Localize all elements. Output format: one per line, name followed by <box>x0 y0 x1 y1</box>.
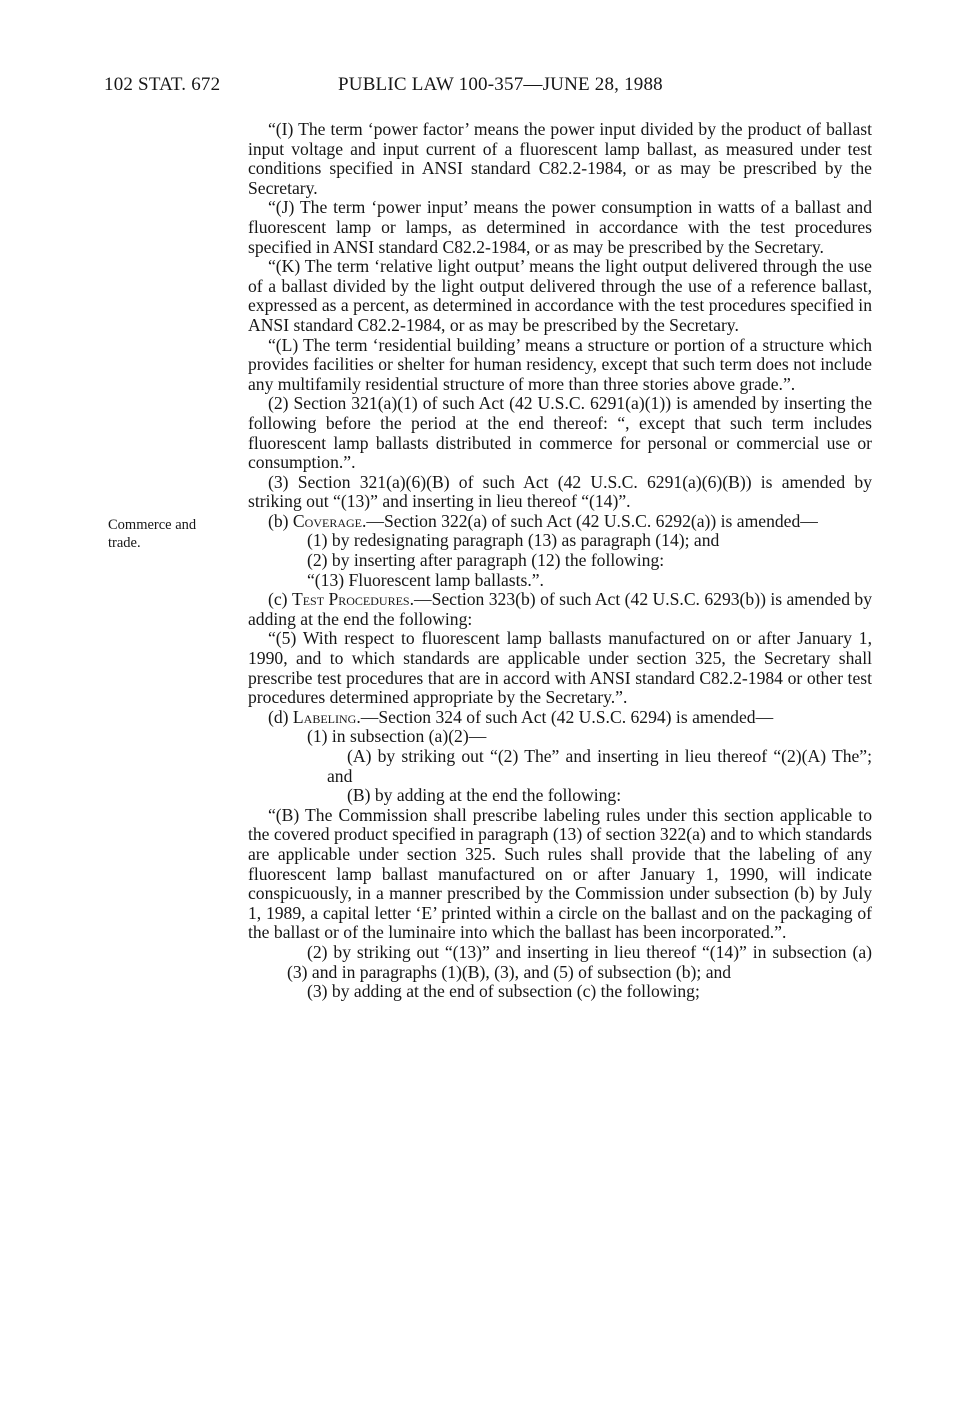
subsection-heading: Labeling. <box>292 706 361 727</box>
paragraph: (A) by striking out “(2) The” and inserting in lieu thereof “(2)(A) The”; and <box>327 746 872 786</box>
subsection-text: —Section 323(b) of such Act (42 U.S.C. 6293(b)) is amended by adding at the end the following: <box>248 589 872 629</box>
paragraph: (3) Section 321(a)(6)(B) of such Act (42 U.S.C. 6291(a)(6)(B)) is amended by striking out “(13)” and inserting in lieu thereof “(14)”. <box>248 471 872 512</box>
subsection-label: (c) <box>268 589 288 610</box>
subsection-label: (b) <box>268 510 289 531</box>
paragraph: (1) by redesignating paragraph (13) as paragraph (14); and <box>307 530 720 551</box>
body-text <box>248 120 872 1002</box>
subsection-label: (d) <box>268 706 289 727</box>
paragraph: (2) by striking out “(13)” and inserting in lieu thereof “(14)” in subsection (a)(3) and in paragraphs (1)(B), (3), and (5) of subsection (b); and <box>287 941 872 982</box>
paragraph: (2) Section 321(a)(1) of such Act (42 U.S.C. 6291(a)(1)) is amended by inserting the following before the period at the end thereof: “, except that such term includes fluorescent lamp ballasts distributed in commerce for personal or commercial use or consumption.”. <box>248 393 872 473</box>
running-title: PUBLIC LAW 100-357—JUNE 28, 1988 <box>338 74 663 95</box>
subsection-text: —Section 324 of such Act (42 U.S.C. 6294) is amended— <box>360 706 774 727</box>
page-number: 102 STAT. 672 <box>104 74 221 95</box>
margin-note-line: Commerce and <box>108 517 197 533</box>
page-header <box>0 74 958 100</box>
paragraph: “(K) The term ‘relative light output’ means the light output delivered through the use of a ballast divided by the light output delivered through the use of a reference ballast, expressed as a percent, as determined in accordance with the test procedures specified in ANSI standard C82.2-1984, or as may be prescribed by the Secretary. <box>248 256 872 335</box>
margin-note <box>108 516 226 552</box>
subsection-test-procedures <box>248 590 872 629</box>
subsection-text: —Section 322(a) of such Act (42 U.S.C. 6292(a)) is amended— <box>366 510 818 531</box>
subsection-labeling <box>248 708 872 728</box>
paragraph: (2) by inserting after paragraph (12) the following: <box>307 550 665 571</box>
paragraph: (B) by adding at the end the following: <box>347 785 622 806</box>
paragraph: “(I) The term ‘power factor’ means the power input divided by the product of ballast input voltage and input current of a fluorescent lamp ballast, as measured under test conditions specified in ANSI standard C82.2-1984, or as may be prescribed by the Secretary. <box>248 119 872 198</box>
subsection-heading: Test Procedures. <box>291 589 414 610</box>
paragraph: “(13) Fluorescent lamp ballasts.”. <box>307 569 544 590</box>
subsection-coverage <box>248 512 872 532</box>
subsection-heading: Coverage. <box>292 510 367 531</box>
paragraph: (3) by adding at the end of subsection (c) the following; <box>307 981 700 1002</box>
paragraph: “(L) The term ‘residential building’ means a structure or portion of a structure which provides facilities or shelter for human residency, except that such term does not include any multifamily residential structure of more than three stories above grade.”. <box>248 334 872 394</box>
paragraph: (1) in subsection (a)(2)— <box>307 726 487 747</box>
paragraph: “(J) The term ‘power input’ means the power consumption in watts of a ballast and fluorescent lamp or lamps, as determined in accordance with the test procedures specified in ANSI standard C82.2-1984, or as may be prescribed by the Secretary. <box>248 197 872 257</box>
paragraph: “(B) The Commission shall prescribe labeling rules under this section applicable to the covered product specified in paragraph (13) of section 322(a) and to which standards are applicable under section 325. Such rules shall provide that the labeling of any fluorescent lamp ballast manufactured on or after January 1, 1990, will indicate conspicuously, in a manner prescribed by the Commission under subsection (b) by July 1, 1989, a capital letter ‘E’ printed within a circle on the ballast and on the packaging of the ballast or of the luminaire into which the ballast has been incorporated.”. <box>248 804 872 943</box>
margin-note-line: trade. <box>108 535 141 551</box>
paragraph: “(5) With respect to fluorescent lamp ballasts manufactured on or after January 1, 1990, and to which standards are applicable under section 325, the Secretary shall prescribe test procedures that are in accord with ANSI standard C82.2-1984 or other test procedures determined appropriate by the Secretary.”. <box>248 628 872 708</box>
